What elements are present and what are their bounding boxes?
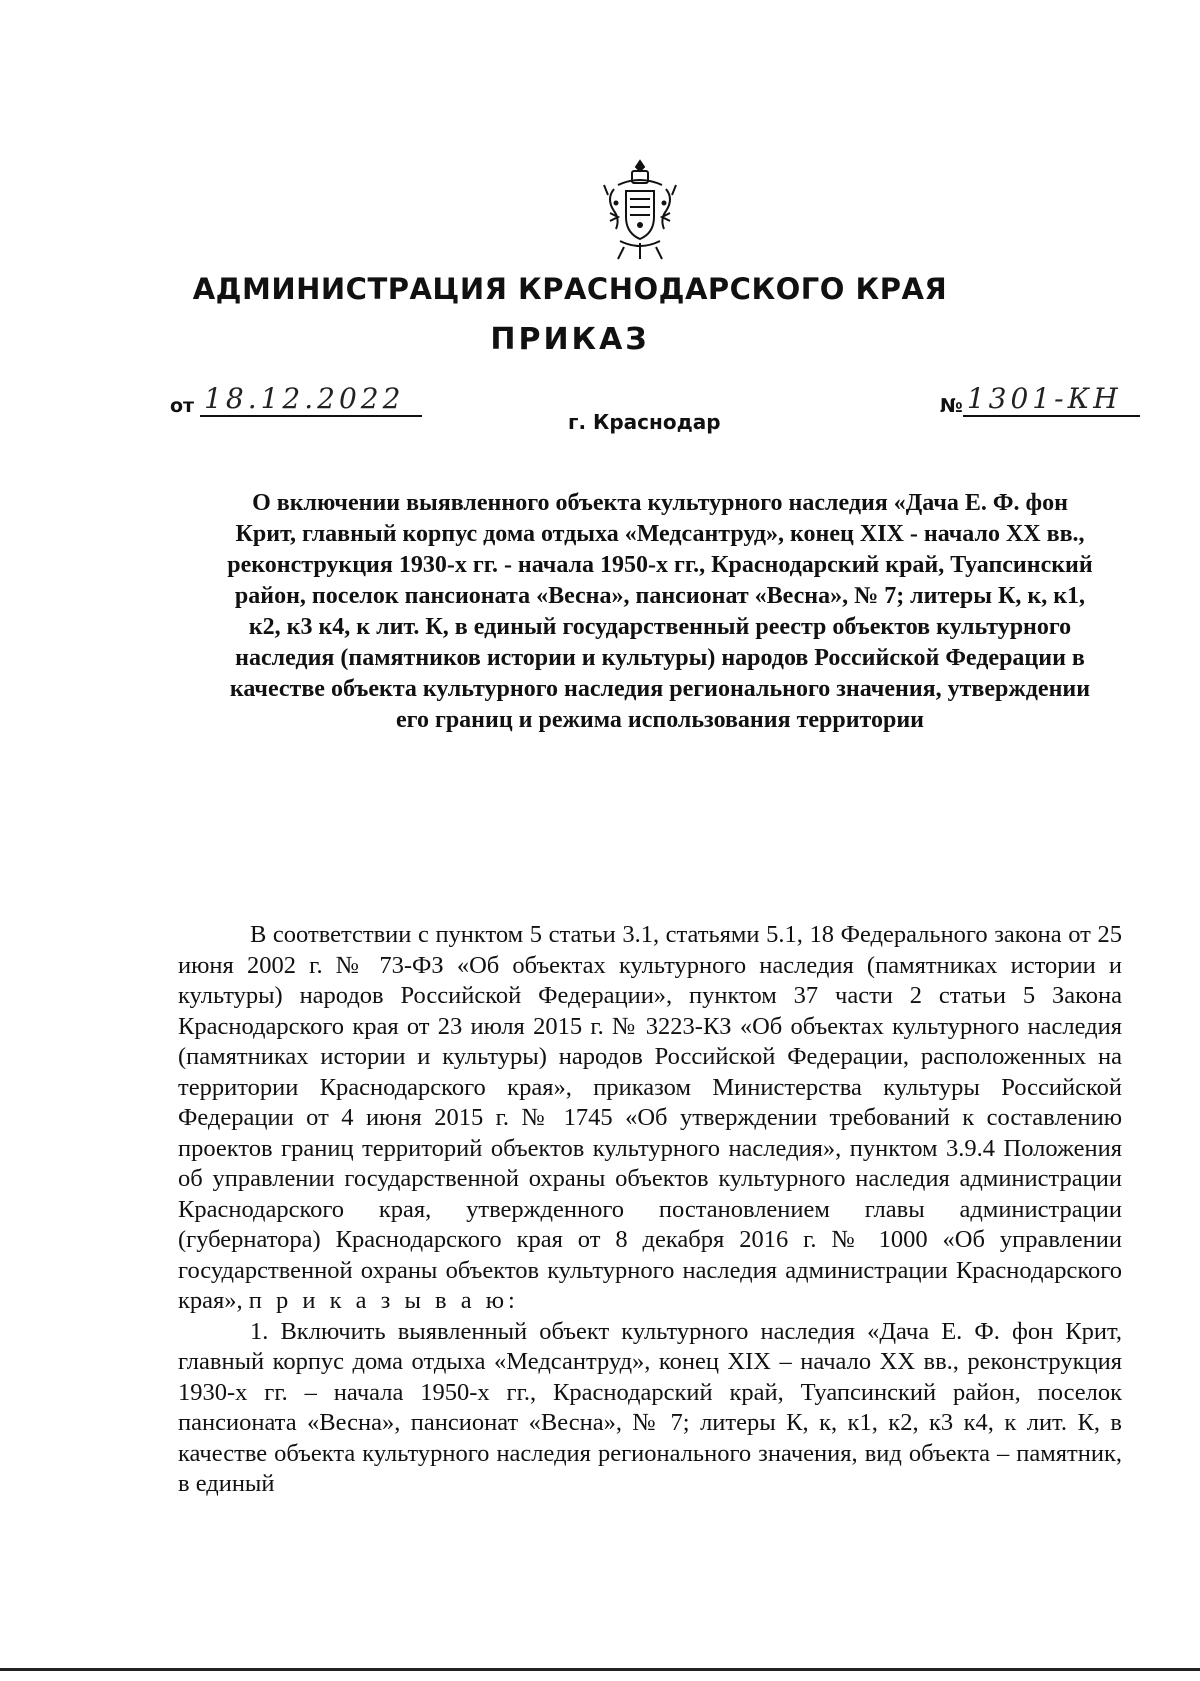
preamble-text: В соответствии с пунктом 5 статьи 3.1, статьями 5.1, 18 Федерального закона от 25 июня 2002 г. № 73-ФЗ «Об объектах культурного наследия (памятниках истории и культуры) народов Российской Федерации», пунктом 37 части 2 статьи 5 Закона Краснодарского края от 23 июля 2015 г. № 3223-КЗ «Об объектах культурного наследия (памятниках истории и культуры) народов Российской Федерации, расположенных на территории Краснодарского края», приказом Министерства культуры Российской Федерации от 4 июня 2015 г. № 1745 «Об утверждении требований к составлению проектов границ территорий объектов культурного наследия», пунктом 3.9.4 Положения об управлении государственной охраны объектов культурного наследия администрации Краснодарского края, утвержденного постановлением главы администрации (губернатора) Краснодарского края от 8 декабря 2016 г. № 1000 «Об управлении государственной охраны объектов культурного наследия администрации Краснодарского края», bbox=[178, 921, 1122, 1314]
organization-title: АДМИНИСТРАЦИЯ КРАСНОДАРСКОГО КРАЯ bbox=[192, 272, 948, 306]
city: г. Краснодар bbox=[568, 410, 721, 434]
number-field bbox=[940, 384, 1140, 417]
document-body bbox=[178, 920, 1122, 1500]
page-bottom-rule bbox=[0, 1668, 1200, 1671]
order-word: п р и к а з ы в а ю: bbox=[248, 1287, 519, 1314]
preamble-paragraph bbox=[178, 920, 1122, 1317]
coat-of-arms-icon bbox=[600, 155, 680, 265]
number-prefix: № bbox=[940, 395, 963, 417]
document-heading: О включении выявленного объекта культурного наследия «Дача Е. Ф. фон Крит, главный корпус дома отдыха «Медсантруд», конец XIX - начало XX вв., реконструкция 1930-х гг. - начала 1950-х гг., Краснодарский край, Туапсинский район, поселок пансионата «Весна», пансионат «Весна», № 7; литеры К, к, к1, к2, к3 к4, к лит. К, в единый государственный реестр объектов культурного наследия (памятников истории и культуры) народов Российской Федерации в качестве объекта культурного наследия регионального значения, утверждении его границ и режима использования территории bbox=[227, 490, 1093, 733]
date-prefix: от bbox=[170, 395, 195, 417]
date-field bbox=[170, 384, 422, 417]
document-type: ПРИКАЗ bbox=[490, 322, 650, 357]
item-1-paragraph: 1. Включить выявленный объект культурного наследия «Дача Е. Ф. фон Крит, главный корпус дома отдыха «Медсантруд», конец XIX – начало XX вв., реконструкция 1930-х гг. – начала 1950-х гг., Краснодарский край, Туапсинский район, поселок пансионата «Весна», пансионат «Весна», № 7; литеры К, к, к1, к2, к3 к4, к лит. К, в качестве объекта культурного наследия регионального значения, вид объекта – памятник, в единый bbox=[178, 1317, 1122, 1497]
number-handwritten: 1301-КН bbox=[963, 384, 1140, 417]
date-handwritten: 18.12.2022 bbox=[200, 384, 422, 417]
